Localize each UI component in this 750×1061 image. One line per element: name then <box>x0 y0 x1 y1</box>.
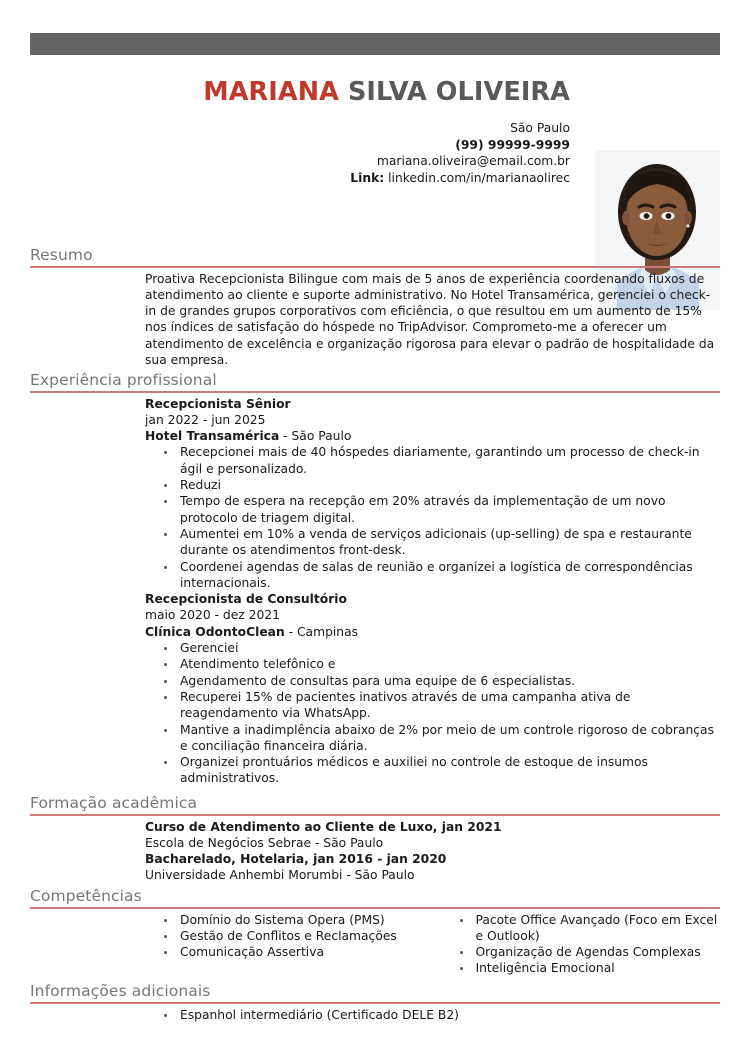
job-location: - Campinas <box>284 624 359 639</box>
contact-link-label: Link: <box>350 170 385 185</box>
list-item: Atendimento telefônico e <box>145 656 720 672</box>
section-title-additional: Informações adicionais <box>30 982 211 1000</box>
job-company-name: Hotel Transamérica <box>145 429 280 444</box>
resume-header <box>0 70 750 245</box>
list-item: Reduzi <box>145 477 720 493</box>
job-role: Recepcionista Sênior <box>145 396 291 411</box>
list-item: Agendamento de consultas para uma equipe de 6 especialistas. <box>145 673 720 689</box>
education-list <box>145 819 720 884</box>
contact-city: São Paulo <box>510 121 570 135</box>
education-entry <box>145 851 720 884</box>
list-item: Pacote Office Avançado (Foco em Excel e Outlook) <box>441 912 721 945</box>
header-accent-bar <box>30 33 720 55</box>
skills-column-right <box>441 912 721 977</box>
section-education <box>0 793 750 884</box>
experience-list <box>145 396 720 787</box>
section-summary <box>0 245 750 368</box>
list-item: Gestão de Conflitos e Reclamações <box>145 928 433 944</box>
section-divider <box>30 814 720 816</box>
section-skills <box>0 886 750 977</box>
education-entry <box>145 819 720 852</box>
education-school: Universidade Anhembi Morumbi - São Paulo <box>145 868 415 883</box>
job-bullet-list <box>145 640 720 787</box>
list-item: Gerenciei <box>145 640 720 656</box>
job-company-name: Clínica OdontoClean <box>145 624 285 639</box>
section-divider <box>30 391 720 393</box>
contact-phone[interactable]: (99) 99999-9999 <box>455 137 570 152</box>
job-location: - São Paulo <box>279 429 352 444</box>
job-dates: jan 2022 - jun 2025 <box>145 412 266 427</box>
section-title-education: Formação acadêmica <box>30 794 198 812</box>
job-role: Recepcionista de Consultório <box>145 592 347 607</box>
page-title <box>203 78 570 106</box>
education-school: Escola de Negócios Sebrae - São Paulo <box>145 835 384 850</box>
section-title-skills: Competências <box>30 887 142 905</box>
section-title-summary: Resumo <box>30 246 93 264</box>
list-item: Domínio do Sistema Opera (PMS) <box>145 912 433 928</box>
experience-entry <box>145 591 720 787</box>
list-item: Recuperei 15% de pacientes inativos através de uma campanha ativa de reagendamento via WhatsApp. <box>145 689 720 722</box>
list-item: Coordenei agendas de salas de reunião e organizei a logística de correspondências internacionais. <box>145 559 720 592</box>
experience-entry <box>145 396 720 592</box>
job-bullet-list <box>145 444 720 591</box>
section-experience <box>0 370 750 787</box>
list-item: Espanhol intermediário (Certificado DELE B2) <box>145 1007 720 1023</box>
list-item: Comunicação Assertiva <box>145 944 433 960</box>
job-company <box>145 624 720 640</box>
list-item: Inteligência Emocional <box>441 960 721 976</box>
list-item: Organização de Agendas Complexas <box>441 944 721 960</box>
contact-block <box>150 120 570 186</box>
list-item: Organizei prontuários médicos e auxiliei no controle de estoque de insumos administrativos. <box>145 754 720 787</box>
section-title-experience: Experiência profissional <box>30 371 217 389</box>
list-item: Tempo de espera na recepção em 20% através da implementação de um novo protocolo de triagem digital. <box>145 493 720 526</box>
name-first: MARIANA <box>203 77 339 107</box>
section-divider <box>30 1002 720 1004</box>
list-item: Mantive a inadimplência abaixo de 2% por meio de um controle rigoroso de cobranças e conciliação financeira diária. <box>145 722 720 755</box>
name-last: SILVA OLIVEIRA <box>338 77 570 107</box>
section-additional <box>0 981 750 1023</box>
contact-email[interactable]: mariana.oliveira@email.com.br <box>376 154 570 168</box>
contact-link-value[interactable]: linkedin.com/in/marianaolirec <box>384 170 570 185</box>
job-company <box>145 428 720 444</box>
list-item: Aumentei em 10% a venda de serviços adicionais (up-selling) de spa e restaurante durante os atendimentos front-desk. <box>145 526 720 559</box>
education-degree: Bacharelado, Hotelaria, jan 2016 - jan 2020 <box>145 852 447 867</box>
education-degree: Curso de Atendimento ao Cliente de Luxo, jan 2021 <box>145 819 502 834</box>
section-divider <box>30 907 720 909</box>
section-divider <box>30 266 720 268</box>
skills-column-left <box>145 912 433 961</box>
additional-list <box>145 1007 720 1023</box>
skills-columns <box>145 912 720 977</box>
list-item: Recepcionei mais de 40 hóspedes diariamente, garantindo um processo de check-in ágil e personalizado. <box>145 444 720 477</box>
summary-text: Proativa Recepcionista Bilingue com mais de 5 anos de experiência coordenando fluxos de atendimento ao cliente e suporte administrativo. No Hotel Transamérica, gerenciei o check-in de grandes grupos corporativos com eficiência, o que resultou em um aumento de 15% nos índices de satisfação do hóspede no TripAdvisor. Comprometo-me a oferecer um atendimento de excelência e organização rigorosa para elevar o padrão de hospitalidade da sua empresa. <box>145 271 715 368</box>
job-dates: maio 2020 - dez 2021 <box>145 608 280 623</box>
contact-link <box>150 170 570 187</box>
